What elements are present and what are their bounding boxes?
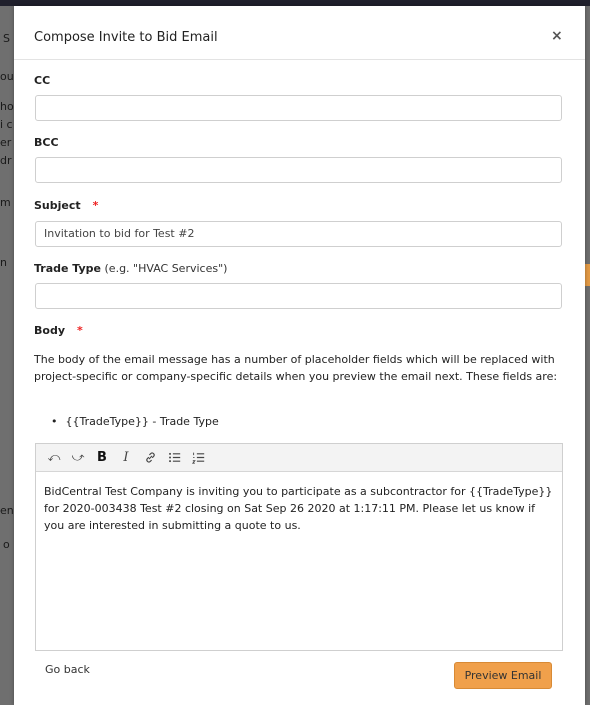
body-description: The body of the email message has a number of placeholder fields which will be replaced with project-specific or company-specific details when you preview the email next. These fields are: [34,353,558,383]
undo-icon[interactable]: ⤺ [47,450,61,464]
trade-type-label: Trade Type (e.g. "HVAC Services") [34,262,228,275]
bullet-list-icon[interactable] [162,448,186,468]
required-marker: * [92,199,99,212]
cc-input[interactable] [35,95,562,121]
bcc-label: BCC [34,136,59,149]
placeholder-list [51,415,219,428]
background-text-fragment: i c [0,118,13,131]
body-label: Body * [34,324,83,337]
placeholder-item: {{TradeType}} - Trade Type [65,415,219,428]
background-accent-fragment [585,264,590,286]
background-text-fragment: o [3,538,10,551]
redo-icon[interactable]: ⤻ [71,450,85,464]
link-icon[interactable] [138,448,162,468]
numbered-list-icon[interactable] [186,448,210,468]
link-icon-glyph [144,451,157,464]
bcc-input[interactable] [35,157,562,183]
numbered-list-icon-glyph [192,451,205,464]
header-divider [14,59,585,60]
background-text-fragment: S [3,32,10,45]
bullet-icon: • [51,415,58,428]
bullet-list-icon-glyph [168,451,181,464]
background-text-fragment: dr [0,154,12,167]
background-text-fragment: en [0,504,14,517]
background-text-fragment: ou [0,70,14,83]
preview-email-button[interactable]: Preview Email [454,662,552,689]
required-marker: * [77,324,83,337]
trade-type-input[interactable] [35,283,562,309]
close-icon[interactable]: × [551,28,563,44]
modal-title: Compose Invite to Bid Email [34,30,218,45]
body-editor [35,443,563,651]
subject-label: Subject * [34,199,99,212]
background-text-fragment: er [0,136,12,149]
editor-content[interactable]: BidCentral Test Company is inviting you to participate as a subcontractor for {{TradeType}} for 2020-003438 Test #2 closing on Sat Sep 26 2020 at 1:17:11 PM. Please let us know if you are interested in submitting a quote to us. [44,485,553,532]
bold-icon[interactable]: B [97,450,107,465]
editor-toolbar [36,444,562,472]
subject-input[interactable]: Invitation to bid for Test #2 [35,221,562,247]
go-back-link[interactable]: Go back [45,663,90,676]
cc-label: CC [34,74,51,87]
trade-type-hint: (e.g. "HVAC Services") [101,262,228,275]
background-text-fragment: n [0,256,7,269]
italic-icon[interactable]: I [123,450,129,465]
background-text-fragment: m [0,196,11,209]
compose-email-modal [14,6,585,705]
background-text-fragment: ho [0,100,14,113]
